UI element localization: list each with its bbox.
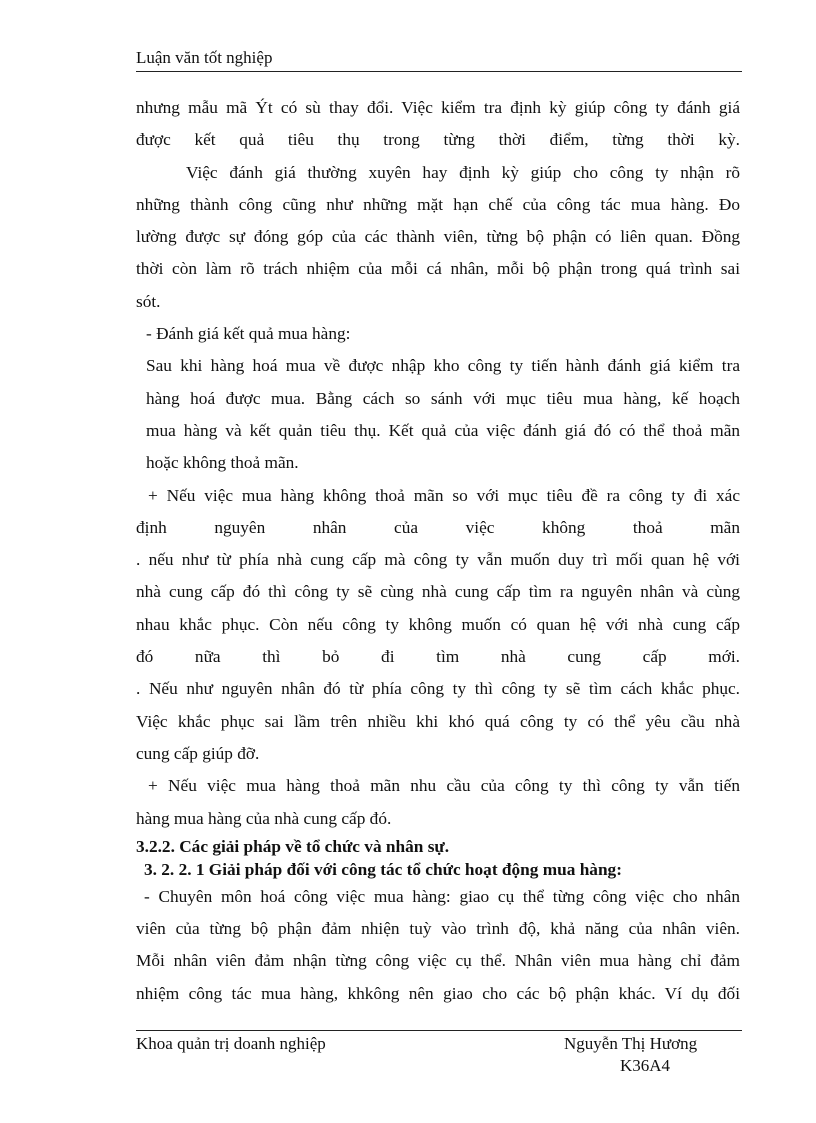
section-heading: 3.2.2. Các giải pháp về tổ chức và nhân sự. [136, 836, 450, 856]
heading-block [136, 835, 740, 881]
text-line: nhưng mẫu mã Ýt có sù thay đổi. Việc kiểm tra định kỳ giúp công ty đánh giá [136, 98, 740, 117]
text-line: hàng hoá được mua. Bằng cách so sánh với mục tiêu mua hàng, kế hoạch [146, 388, 740, 408]
text-line: được kết quả tiêu thụ trong từng thời điểm, từng thời kỳ. [136, 130, 740, 150]
text-line: đó nữa thì bỏ đi tìm nhà cung cấp mới. [136, 647, 740, 667]
text-line: Việc đánh giá thường xuyên hay định kỳ giúp cho công ty nhận rõ [186, 162, 740, 182]
footer-rule [136, 1030, 742, 1031]
text-line: + Nếu việc mua hàng thoả mãn nhu cầu của công ty thì công ty vẫn tiến [148, 776, 740, 796]
text-line: cung cấp giúp đỡ. [136, 743, 260, 763]
text-line: lường được sự đóng góp của các thành viên, từng bộ phận có liên quan. Đồng [136, 227, 740, 247]
text-line: hàng mua hàng của nhà cung cấp đó. [136, 808, 392, 828]
text-line: thời còn làm rõ trách nhiệm của mỗi cá nhân, mỗi bộ phận trong quá trình sai [136, 259, 740, 279]
text-line: sót. [136, 291, 161, 311]
page-header [136, 48, 742, 72]
text-line: Sau khi hàng hoá mua về được nhập kho công ty tiến hành đánh giá kiểm tra [146, 356, 740, 376]
footer-author-name: Nguyễn Thị Hương [564, 1034, 698, 1053]
footer-department-text: Khoa quản trị doanh nghiệp [136, 1034, 326, 1053]
header-title: Luận văn tốt nghiệp [136, 48, 273, 67]
paragraph-block-2 [136, 881, 740, 1010]
text-line: viên của từng bộ phận đảm nhiện tuỳ vào trình độ, khả năng của nhân viên. [136, 919, 740, 939]
text-line: Mỗi nhân viên đảm nhận từng công việc cụ thể. Nhân viên mua hàng chỉ đảm [136, 951, 740, 971]
text-line: định nguyên nhân của việc không thoả mãn [136, 517, 740, 537]
document-body [136, 92, 740, 1010]
text-line: mua hàng và kết quản tiêu thụ. Kết quả của việc đánh giá đó có thể thoả mãn [146, 420, 740, 440]
text-line: - Đánh giá kết quả mua hàng: [146, 324, 351, 344]
footer-department [136, 1033, 326, 1055]
text-line: + Nếu việc mua hàng không thoả mãn so với mục tiêu đề ra công ty đi xác [148, 485, 740, 505]
footer-author [564, 1033, 697, 1077]
text-line: nhà cung cấp đó thì công ty sẽ cùng nhà cung cấp tìm ra nguyên nhân và cùng [136, 582, 740, 602]
text-line: hoặc không thoả mãn. [146, 453, 299, 473]
section-heading: 3. 2. 2. 1 Giải pháp đối với công tác tổ chức hoạt động mua hàng: [144, 859, 622, 879]
text-line: . Nếu như nguyên nhân đó từ phía công ty thì công ty sẽ tìm cách khắc phục. [136, 679, 740, 699]
text-line: những thành công cũng như những mặt hạn chế của công tác mua hàng. Đo [136, 194, 740, 214]
text-line: Việc khắc phục sai lầm trên nhiều khi khó quá công ty có thể yêu cầu nhà [136, 711, 740, 731]
text-line: nhau khắc phục. Còn nếu công ty không muốn có quan hệ với nhà cung cấp [136, 614, 740, 634]
text-line: - Chuyên môn hoá công việc mua hàng: giao cụ thể từng công việc cho nhân [144, 886, 740, 906]
text-line: . nếu như từ phía nhà cung cấp mà công ty vẫn muốn duy trì mối quan hệ với [136, 550, 740, 570]
text-line: nhiệm công tác mua hàng, khkông nên giao cho các bộ phận khác. Ví dụ đối [136, 983, 740, 1003]
footer-author-class: K36A4 [620, 1056, 671, 1075]
paragraph-block-1 [136, 92, 740, 835]
